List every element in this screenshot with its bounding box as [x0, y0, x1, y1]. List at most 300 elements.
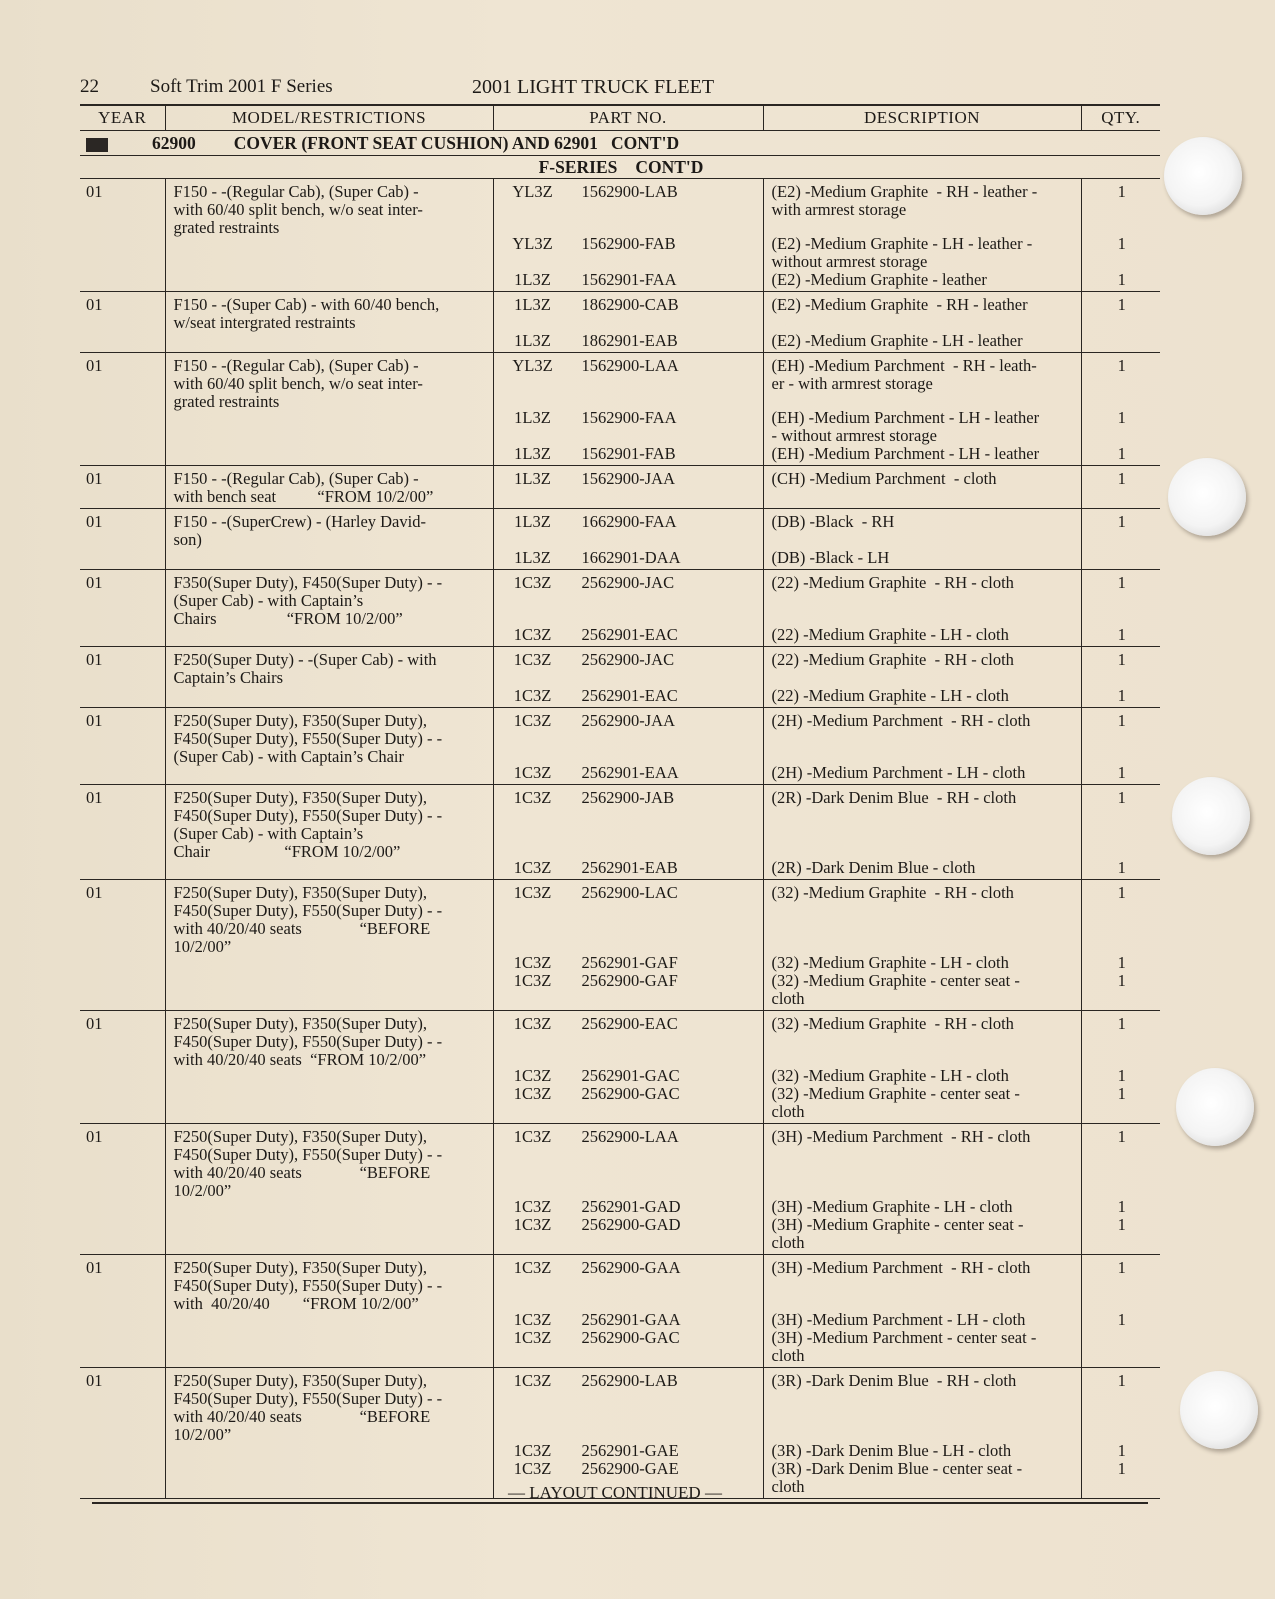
part-number: [502, 972, 757, 1008]
qty-value: [1090, 332, 1155, 350]
part-number: [502, 296, 757, 314]
model-line: F250(Super Duty), F350(Super Duty),: [173, 1258, 427, 1277]
part-base-number: 2562900-JAC: [581, 573, 675, 592]
year-value: 01: [86, 356, 103, 375]
table-row: [80, 880, 1160, 1011]
model-line: with 60/40 split bench, w/o seat inter-: [173, 200, 423, 219]
part-number: [502, 1085, 757, 1121]
model-line: F150 - -(Regular Cab), (Super Cab) -: [173, 356, 419, 375]
part-prefix: 1L3Z: [514, 548, 551, 567]
description-line: cloth: [771, 1477, 805, 1496]
part-base-number: 2562901-GAD: [581, 1197, 681, 1216]
model-line: grated restraints: [173, 218, 280, 237]
description-cell: [763, 570, 1081, 647]
model-cell: [165, 1124, 493, 1255]
part-base-number: 2562900-LAB: [581, 1371, 678, 1390]
qty-value: 1: [1117, 270, 1126, 289]
col-model: MODEL/RESTRICTIONS: [165, 105, 493, 131]
qty-value: 1: [1117, 788, 1126, 807]
qty-value: 1: [1117, 1258, 1126, 1277]
year-cell: [80, 466, 165, 509]
description-line: (3R) -Dark Denim Blue - RH - cloth: [771, 1371, 1017, 1390]
model-cell: [165, 708, 493, 785]
table-row: [80, 708, 1160, 785]
description-entry: [772, 712, 1075, 730]
col-qty: QTY.: [1081, 105, 1160, 131]
part-base-number: 2562901-EAC: [581, 625, 678, 644]
part-base-number: 2562900-EAC: [581, 1014, 678, 1033]
part-number: [502, 183, 757, 219]
part-base-number: 1862900-CAB: [581, 295, 679, 314]
part-prefix: 1L3Z: [514, 469, 551, 488]
description-line: (32) -Medium Graphite - center seat -: [771, 1084, 1020, 1103]
part-number: [502, 235, 757, 271]
part-base-number: 2562901-EAB: [581, 858, 678, 877]
description-entry: [772, 183, 1075, 219]
model-line: 10/2/00”: [173, 1425, 232, 1444]
description-line: (2H) -Medium Parchment - RH - cloth: [771, 711, 1031, 730]
qty-value: 1: [1117, 1441, 1126, 1460]
part-number: [502, 687, 757, 705]
qty-value: 1: [1117, 650, 1126, 669]
part-number: [502, 789, 757, 807]
description-entry: [772, 1216, 1075, 1252]
description-line: cloth: [771, 1346, 805, 1365]
part-base-number: 1862901-EAB: [581, 331, 678, 350]
part-number: [502, 712, 757, 730]
year-cell: [80, 785, 165, 880]
qty-value: 1: [1117, 408, 1126, 427]
model-line: Chair “FROM 10/2/00”: [173, 842, 401, 861]
year-cell: [80, 353, 165, 466]
description-entry: [772, 884, 1075, 902]
description-entry: [772, 1372, 1075, 1390]
part-number: [502, 513, 757, 531]
description-cell: [763, 708, 1081, 785]
model-cell: [165, 353, 493, 466]
table-row: [80, 466, 1160, 509]
description-entry: [772, 1311, 1075, 1329]
model-cell: [165, 179, 493, 292]
description-cell: [763, 1011, 1081, 1124]
part-prefix: 1C3Z: [513, 858, 552, 877]
part-cell: [493, 353, 763, 466]
qty-value: 1: [1117, 512, 1126, 531]
part-base-number: 2562900-GAC: [581, 1084, 680, 1103]
year-cell: [80, 1011, 165, 1124]
part-number: [502, 409, 757, 445]
part-cell: [493, 785, 763, 880]
part-base-number: 2562900-GAC: [581, 1328, 680, 1347]
description-cell: [763, 785, 1081, 880]
description-entry: [772, 549, 1075, 567]
part-base-number: 2562901-GAF: [581, 953, 678, 972]
qty-value: 1: [1117, 1084, 1126, 1103]
model-line: F450(Super Duty), F550(Super Duty) - -: [173, 1389, 443, 1408]
description-line: (3H) -Medium Parchment - center seat -: [771, 1328, 1037, 1347]
part-prefix: 1C3Z: [513, 1066, 552, 1085]
year-value: 01: [86, 512, 103, 531]
qty-value: 1: [1117, 1459, 1126, 1478]
year-cell: [80, 570, 165, 647]
model-line: grated restraints: [173, 392, 280, 411]
description-line: (3H) -Medium Parchment - RH - cloth: [771, 1127, 1031, 1146]
part-base-number: 2562901-EAA: [581, 763, 679, 782]
description-line: (2R) -Dark Denim Blue - cloth: [771, 858, 976, 877]
year-cell: [80, 1124, 165, 1255]
qty-value: 1: [1117, 1197, 1126, 1216]
qty-cell: [1081, 509, 1160, 570]
part-prefix: 1C3Z: [513, 953, 552, 972]
part-base-number: 1662900-FAA: [581, 512, 677, 531]
part-prefix: 1C3Z: [513, 1197, 552, 1216]
description-line: (32) -Medium Graphite - center seat -: [771, 971, 1020, 990]
col-description: DESCRIPTION: [763, 105, 1081, 131]
description-entry: [772, 1085, 1075, 1121]
model-line: with bench seat “FROM 10/2/00”: [173, 487, 434, 506]
description-line: (3R) -Dark Denim Blue - center seat -: [771, 1459, 1023, 1478]
description-entry: [772, 470, 1075, 488]
model-line: F250(Super Duty), F350(Super Duty),: [173, 1127, 427, 1146]
model-line: F250(Super Duty), F350(Super Duty),: [173, 1371, 427, 1390]
description-entry: [772, 1015, 1075, 1033]
description-line: (CH) -Medium Parchment - cloth: [771, 469, 997, 488]
description-entry: [772, 651, 1075, 669]
description-line: (3R) -Dark Denim Blue - LH - cloth: [771, 1441, 1012, 1460]
qty-value: 1: [1117, 444, 1126, 463]
table-row: [80, 647, 1160, 708]
part-prefix: YL3Z: [512, 234, 553, 253]
qty-cell: [1081, 353, 1160, 466]
model-line: F250(Super Duty), F350(Super Duty),: [173, 1014, 427, 1033]
part-prefix: 1C3Z: [513, 686, 552, 705]
model-line: F450(Super Duty), F550(Super Duty) - -: [173, 806, 443, 825]
part-cell: [493, 292, 763, 353]
year-cell: [80, 880, 165, 1011]
year-value: 01: [86, 788, 103, 807]
description-entry: [772, 626, 1075, 644]
part-number: [502, 574, 757, 592]
qty-cell: [1081, 179, 1160, 292]
subsection-name: F-SERIES: [538, 157, 618, 177]
part-base-number: 1562901-FAA: [581, 270, 677, 289]
description-line: (3H) -Medium Parchment - LH - cloth: [771, 1310, 1026, 1329]
page-header: [80, 76, 1180, 104]
part-cell: [493, 179, 763, 292]
part-number: [502, 1216, 757, 1252]
model-cell: [165, 647, 493, 708]
part-number: [502, 651, 757, 669]
subsection-suffix: CONT'D: [635, 157, 704, 177]
description-cell: [763, 353, 1081, 466]
year-cell: [80, 1368, 165, 1499]
part-base-number: 2562900-GAD: [581, 1215, 681, 1234]
part-number: [502, 626, 757, 644]
parts-table: [80, 104, 1160, 1499]
model-cell: [165, 509, 493, 570]
qty-value: 1: [1117, 295, 1126, 314]
model-line: (Super Cab) - with Captain’s: [173, 824, 364, 843]
part-prefix: 1C3Z: [513, 573, 552, 592]
year-cell: [80, 1255, 165, 1368]
year-value: 01: [86, 1014, 103, 1033]
part-base-number: 1662901-DAA: [581, 548, 681, 567]
qty-cell: [1081, 466, 1160, 509]
qty-cell: [1081, 570, 1160, 647]
qty-value: [1090, 549, 1155, 567]
part-prefix: 1C3Z: [513, 1441, 552, 1460]
year-value: 01: [86, 469, 103, 488]
description-line: (2R) -Dark Denim Blue - RH - cloth: [771, 788, 1017, 807]
part-prefix: 1L3Z: [514, 270, 551, 289]
binder-hole: [1176, 1068, 1254, 1146]
qty-cell: [1081, 1124, 1160, 1255]
part-base-number: 1562900-FAA: [581, 408, 677, 427]
part-number: [502, 357, 757, 393]
part-prefix: 1C3Z: [513, 625, 552, 644]
model-line: with 40/20/40 seats “BEFORE: [173, 1163, 431, 1182]
model-line: son): [173, 530, 202, 549]
model-line: with 60/40 split bench, w/o seat inter-: [173, 374, 423, 393]
description-line: cloth: [771, 1233, 805, 1252]
binder-hole: [1164, 137, 1242, 215]
footer-rule: [92, 1502, 1148, 1504]
part-base-number: 2562900-LAC: [581, 883, 678, 902]
part-prefix: 1C3Z: [513, 1310, 552, 1329]
table-row: [80, 1124, 1160, 1255]
description-line: (3H) -Medium Graphite - center seat -: [771, 1215, 1024, 1234]
qty-cell: [1081, 1368, 1160, 1499]
part-base-number: 2562900-GAF: [581, 971, 678, 990]
description-entry: [772, 764, 1075, 782]
binder-hole: [1180, 1371, 1258, 1449]
description-entry: [772, 954, 1075, 972]
year-value: 01: [86, 295, 103, 314]
table-row: [80, 353, 1160, 466]
model-line: F250(Super Duty), F350(Super Duty),: [173, 711, 427, 730]
qty-value: 1: [1117, 763, 1126, 782]
model-line: Captain’s Chairs: [173, 668, 284, 687]
qty-cell: [1081, 708, 1160, 785]
model-line: F450(Super Duty), F550(Super Duty) - -: [173, 1276, 443, 1295]
description-entry: [772, 513, 1075, 531]
year-cell: [80, 509, 165, 570]
qty-value: 1: [1117, 356, 1126, 375]
model-line: F150 - -(Regular Cab), (Super Cab) -: [173, 182, 419, 201]
part-prefix: 1C3Z: [513, 650, 552, 669]
year-value: 01: [86, 1127, 103, 1146]
table-row: [80, 1011, 1160, 1124]
description-entry: [772, 1067, 1075, 1085]
model-line: with 40/20/40 “FROM 10/2/00”: [173, 1294, 419, 1313]
description-cell: [763, 1368, 1081, 1499]
model-cell: [165, 466, 493, 509]
description-line: (22) -Medium Graphite - LH - cloth: [771, 625, 1009, 644]
part-cell: [493, 570, 763, 647]
part-cell: [493, 647, 763, 708]
description-entry: [772, 1329, 1075, 1365]
part-prefix: 1C3Z: [513, 1459, 552, 1478]
part-prefix: YL3Z: [512, 356, 553, 375]
year-cell: [80, 647, 165, 708]
part-prefix: 1L3Z: [514, 512, 551, 531]
qty-value: 1: [1117, 953, 1126, 972]
table-row: [80, 292, 1160, 353]
model-cell: [165, 1011, 493, 1124]
model-line: F450(Super Duty), F550(Super Duty) - -: [173, 1032, 443, 1051]
qty-value: 1: [1117, 1066, 1126, 1085]
part-prefix: 1L3Z: [514, 331, 551, 350]
description-line: cloth: [771, 989, 805, 1008]
description-entry: [772, 357, 1075, 393]
part-prefix: 1C3Z: [513, 711, 552, 730]
model-line: F450(Super Duty), F550(Super Duty) - -: [173, 901, 443, 920]
part-base-number: 1562900-FAB: [581, 234, 676, 253]
layout-continued-note: — LAYOUT CONTINUED —: [508, 1483, 722, 1502]
qty-cell: [1081, 1255, 1160, 1368]
part-cell: [493, 880, 763, 1011]
description-cell: [763, 1124, 1081, 1255]
part-number: [502, 332, 757, 350]
part-number: [502, 271, 757, 289]
qty-cell: [1081, 880, 1160, 1011]
model-cell: [165, 292, 493, 353]
model-line: F250(Super Duty), F350(Super Duty),: [173, 788, 427, 807]
part-base-number: 2562900-JAC: [581, 650, 675, 669]
description-entry: [772, 1259, 1075, 1277]
table-row: [80, 785, 1160, 880]
part-base-number: 2562900-JAA: [581, 711, 675, 730]
qty-value: [1090, 1329, 1155, 1365]
model-line: (Super Cab) - with Captain’s Chair: [173, 747, 405, 766]
part-prefix: 1L3Z: [514, 295, 551, 314]
description-line: with armrest storage: [771, 200, 907, 219]
description-entry: [772, 972, 1075, 1008]
part-base-number: 2562900-JAB: [581, 788, 675, 807]
description-line: - without armrest storage: [771, 426, 937, 445]
description-line: (32) -Medium Graphite - RH - cloth: [771, 1014, 1014, 1033]
qty-value: 1: [1117, 182, 1126, 201]
section-code: 62900: [152, 133, 196, 153]
part-prefix: 1C3Z: [513, 1215, 552, 1234]
qty-value: 1: [1117, 858, 1126, 877]
table-row: [80, 509, 1160, 570]
part-prefix: 1C3Z: [513, 788, 552, 807]
description-line: (DB) -Black - LH: [771, 548, 890, 567]
table-row: [80, 570, 1160, 647]
part-base-number: 1562900-LAA: [581, 356, 679, 375]
part-base-number: 2562900-LAA: [581, 1127, 679, 1146]
description-cell: [763, 647, 1081, 708]
description-cell: [763, 880, 1081, 1011]
model-line: Chairs “FROM 10/2/00”: [173, 609, 403, 628]
description-cell: [763, 466, 1081, 509]
qty-cell: [1081, 292, 1160, 353]
description-line: (32) -Medium Graphite - LH - cloth: [771, 953, 1009, 972]
description-entry: [772, 687, 1075, 705]
part-number: [502, 1015, 757, 1033]
part-prefix: 1C3Z: [513, 1127, 552, 1146]
year-value: 01: [86, 883, 103, 902]
part-base-number: 2562901-GAA: [581, 1310, 681, 1329]
model-cell: [165, 570, 493, 647]
part-prefix: 1L3Z: [514, 408, 551, 427]
description-line: (E2) -Medium Graphite - leather: [771, 270, 987, 289]
year-value: 01: [86, 573, 103, 592]
description-line: (3H) -Medium Graphite - LH - cloth: [771, 1197, 1013, 1216]
description-entry: [772, 1128, 1075, 1146]
part-number: [502, 1198, 757, 1216]
qty-value: 1: [1117, 234, 1126, 253]
part-number: [502, 954, 757, 972]
section-title-text: COVER (FRONT SEAT CUSHION) AND 62901: [233, 133, 598, 153]
qty-value: 1: [1117, 1215, 1126, 1234]
model-line: with 40/20/40 seats “BEFORE: [173, 1407, 431, 1426]
part-base-number: 2562901-GAE: [581, 1441, 679, 1460]
section-title: 2001 LIGHT TRUCK FLEET: [472, 76, 715, 98]
description-line: (E2) -Medium Graphite - LH - leather -: [771, 234, 1033, 253]
description-entry: [772, 445, 1075, 463]
col-part: PART NO.: [493, 105, 763, 131]
model-line: w/seat intergrated restraints: [173, 313, 356, 332]
description-entry: [772, 296, 1075, 314]
description-line: (E2) -Medium Graphite - RH - leather -: [771, 182, 1038, 201]
year-cell: [80, 292, 165, 353]
description-entry: [772, 1198, 1075, 1216]
description-line: (EH) -Medium Parchment - RH - leath-: [771, 356, 1037, 375]
qty-value: 1: [1117, 1127, 1126, 1146]
description-entry: [772, 859, 1075, 877]
description-entry: [772, 235, 1075, 271]
model-line: 10/2/00”: [173, 1181, 232, 1200]
page-number: 22: [80, 76, 99, 97]
model-line: F250(Super Duty) - -(Super Cab) - with: [173, 650, 437, 669]
model-line: 10/2/00”: [173, 937, 232, 956]
column-header-row: [80, 105, 1160, 131]
description-cell: [763, 509, 1081, 570]
description-line: er - with armrest storage: [771, 374, 933, 393]
part-prefix: YL3Z: [512, 182, 553, 201]
part-number: [502, 445, 757, 463]
model-line: F450(Super Duty), F550(Super Duty) - -: [173, 1145, 443, 1164]
description-line: (22) -Medium Graphite - LH - cloth: [771, 686, 1009, 705]
description-entry: [772, 789, 1075, 807]
col-year: YEAR: [80, 105, 165, 131]
part-number: [502, 1128, 757, 1146]
qty-value: 1: [1117, 971, 1126, 990]
year-value: 01: [86, 1371, 103, 1390]
binder-hole: [1172, 777, 1250, 855]
model-line: with 40/20/40 seats “BEFORE: [173, 919, 431, 938]
year-cell: [80, 179, 165, 292]
description-line: (DB) -Black - RH: [771, 512, 895, 531]
year-cell: [80, 708, 165, 785]
description-cell: [763, 292, 1081, 353]
qty-value: 1: [1117, 573, 1126, 592]
part-prefix: 1C3Z: [513, 883, 552, 902]
model-line: F150 - -(SuperCrew) - (Harley David-: [173, 512, 426, 531]
part-base-number: 1562901-FAB: [581, 444, 676, 463]
part-prefix: 1C3Z: [513, 1014, 552, 1033]
part-prefix: 1C3Z: [513, 971, 552, 990]
model-cell: [165, 880, 493, 1011]
model-line: F450(Super Duty), F550(Super Duty) - -: [173, 729, 443, 748]
model-line: with 40/20/40 seats “FROM 10/2/00”: [173, 1050, 427, 1069]
qty-cell: [1081, 1011, 1160, 1124]
year-value: 01: [86, 1258, 103, 1277]
part-cell: [493, 509, 763, 570]
part-number: [502, 1372, 757, 1390]
